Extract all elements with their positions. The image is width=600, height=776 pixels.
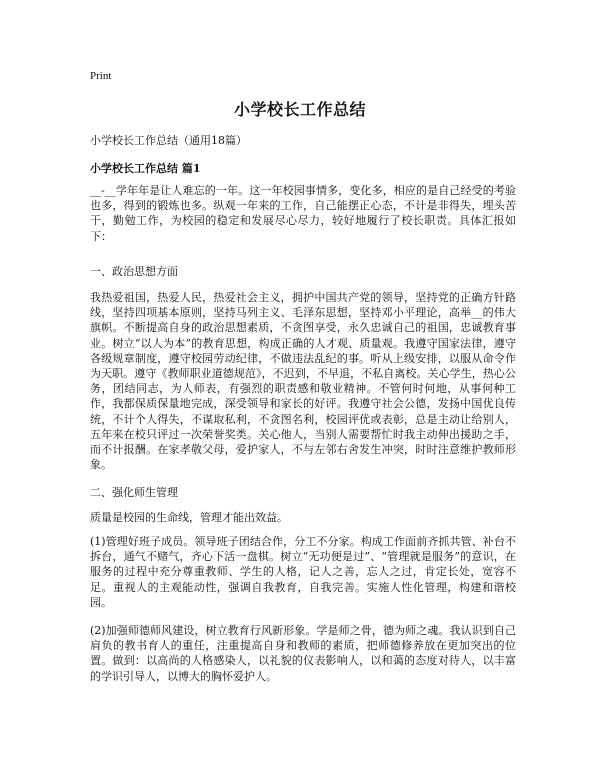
section-title: 小学校长工作总结 篇1 (90, 162, 201, 175)
politics-paragraph: 我热爱祖国，热爱人民，热爱社会主义，拥护中国共产党的领导，坚持党的正确方针路线，坚持四项基本原则，坚持马列主义、毛泽东思想，坚持邓小平理论，高举__的伟大旗帜。不断提高自身的政治思想素质，不贪图享受，永久忠诚自己的祖国，忠诚教育事业。树立“以人为本”的教育思想，构成正确的人才观、质量观。我遵守国家法律，遵守各级规章制度，遵守校园劳动纪律，不做违法乱纪的事。听从上级安排，以服从命令作为天职。遵守《教师职业道德规范》，不迟到，不早退，不私自离校。关心学生，热心公务，团结同志，为人师表，有强烈的职责感和敬业精神。不管何时何地，从事何种工作，我都保质保量地完成，深受领导和家长的好评。我遵守社会公德，发扬中国优良传统，不计个人得失，不谋取私利，不贪图名利，校园评优或表彰，总是主动让给别人，五年来在校只评过一次荣誉奖类。关心他人，当别人需要帮忙时我主动伸出援助之手，而不计报酬。在家孝敬父母，爱护家人，不与左邻右舍发生冲突，时时注意维护教师形象。 (90, 291, 516, 472)
document-title: 小学校长工作总结 (233, 100, 366, 119)
quality-paragraph: 质量是校园的生命线，管理才能出效益。 (90, 511, 288, 524)
heading-politics: 一、政治思想方面 (90, 265, 178, 278)
ethics-paragraph: (2)加强师德师风建设，树立教育行风新形象。学是师之骨，德为师之魂。我认识到自己肩负的教书育人的重任，注重提高自身和教师的素质，把师德修养放在更加突出的位置。做到：以高尚的人格感染人，以礼貌的仪表影响人，以和蔼的态度对待人，以丰富的学识引导人，以博大的胸怀爱护人。 (90, 624, 516, 683)
print-label[interactable]: Print (90, 70, 112, 82)
team-management-paragraph: (1)管理好班子成员。领导班子团结合作，分工不分家。构成工作面前齐抓共管、补台不拆台，通气不赌气，齐心下活一盘棋。树立“无功便是过”、“管理就是服务”的意识，在服务的过程中充分尊重教师、学生的人格，记人之善，忘人之过，肯定长处，宽容不足。重视人的主观能动性，强调自我教育，自我完善。实施人性化管理，构建和谐校园。 (90, 535, 516, 609)
heading-management: 二、强化师生管理 (90, 486, 178, 499)
document-subtitle: 小学校长工作总结（通用18篇） (90, 134, 247, 147)
intro-paragraph: __-__学年年是让人难忘的一年。这一年校园事情多，变化多，相应的是自己经受的考验也多，得到的锻炼也多。纵观一年来的工作，自己能摆正心态，不计是非得失，埋头苦干，勤勉工作，为校园的稳定和发展尽心尽力，较好地履行了校长职责。具体汇报如下： (90, 184, 516, 243)
